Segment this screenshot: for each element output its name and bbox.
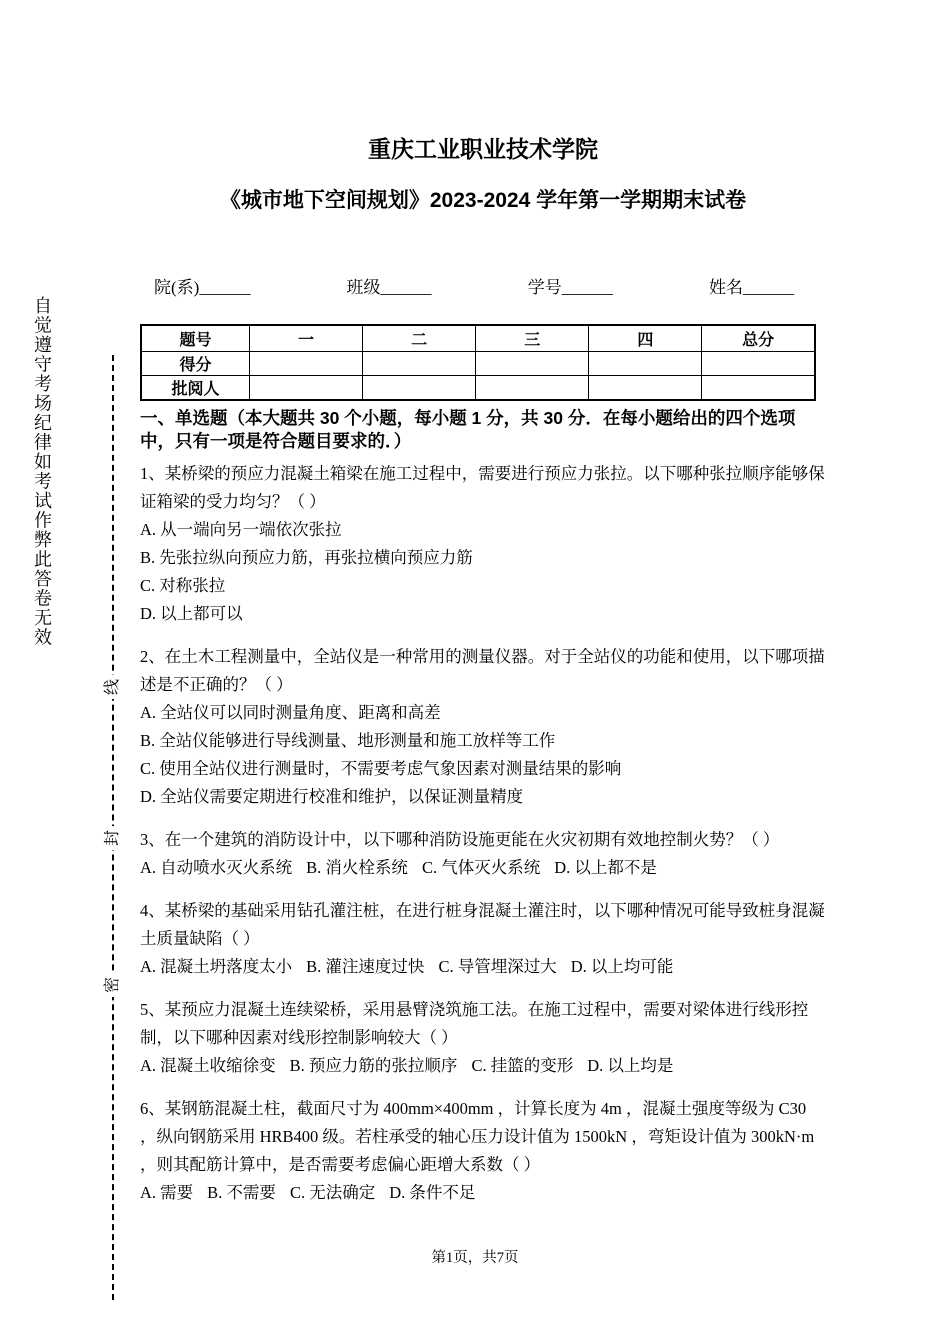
section-heading: 一、单选题（本大题共 30 个小题，每小题 1 分，共 30 分．在每小题给出的四个选项中，只有一项是符合题目要求的．） <box>140 408 796 451</box>
question-option: D. 以上均是 <box>587 1056 674 1075</box>
question-option: A. 从一端向另一端依次张拉 <box>140 520 342 539</box>
question-options <box>140 1179 826 1207</box>
question-option: A. 需要 <box>140 1183 194 1202</box>
question-options <box>140 1052 826 1080</box>
question <box>140 826 826 882</box>
score-cell <box>363 376 476 401</box>
seal-char: 封 <box>98 826 128 850</box>
score-table-header: 题号 <box>141 325 250 352</box>
form-field <box>154 276 250 299</box>
question-option: C. 气体灭火系统 <box>421 858 541 877</box>
question-option: A. 自动喷水灭火系统 <box>140 858 293 877</box>
question-options <box>140 953 826 981</box>
question-option: B. 不需要 <box>207 1183 276 1202</box>
score-table-header: 总分 <box>702 325 815 352</box>
exam-title: 《城市地下空间规划》2023-2024 学年第一学期期末试卷 <box>219 189 747 212</box>
question-option: B. 消火栓系统 <box>306 858 408 877</box>
main-content <box>140 0 826 1222</box>
question <box>140 460 826 628</box>
question-option: D. 条件不足 <box>389 1183 476 1202</box>
question-option: B. 预应力筋的张拉顺序 <box>289 1056 458 1075</box>
score-cell <box>589 376 702 401</box>
score-row-label: 得分 <box>141 352 250 376</box>
question-option: B. 先张拉纵向预应力筋，再张拉横向预应力筋 <box>140 548 473 567</box>
field-label: 学号 <box>527 278 562 297</box>
field-blank: ______ <box>742 278 794 297</box>
score-table-header: 四 <box>589 325 702 352</box>
question-option: A. 混凝土收缩徐变 <box>140 1056 276 1075</box>
question-text: 1、某桥梁的预应力混凝土箱梁在施工过程中，需要进行预应力张拉。以下哪种张拉顺序能够保证箱梁的受力均匀？（ ） <box>140 464 825 511</box>
form-field <box>347 276 432 299</box>
score-cell <box>476 352 589 376</box>
score-table-header-row <box>141 325 815 352</box>
question-text: 6、某钢筋混凝土柱，截面尺寸为 400mm×400mm ，计算长度为 4m ，混凝土强度等级为 C30 ，纵向钢筋采用 HRB400 级。若柱承受的轴心压力设计值为 1500kN ，弯矩设计值为 300kN·m ，则其配筋计算中，是否需要考虑偏心距增大系数（ ） <box>140 1099 819 1174</box>
field-blank: ______ <box>199 278 251 297</box>
question-option: D. 以上均可能 <box>570 957 674 976</box>
question-text: 3、在一个建筑的消防设计中，以下哪种消防设施更能在火灾初期有效地控制火势？（ ） <box>140 830 780 849</box>
question <box>140 996 826 1080</box>
question-option: D. 全站仪需要定期进行校准和维护，以保证测量精度 <box>140 787 524 806</box>
score-cell <box>589 352 702 376</box>
question-option: C. 导管埋深过大 <box>438 957 557 976</box>
question-option: B. 全站仪能够进行导线测量、地形测量和施工放样等工作 <box>140 731 556 750</box>
question-option: C. 挂篮的变形 <box>471 1056 574 1075</box>
form-field <box>709 276 794 299</box>
question-list <box>140 460 826 1207</box>
student-info-row <box>140 276 826 299</box>
question-option: C. 使用全站仪进行测量时，不需要考虑气象因素对测量结果的影响 <box>140 759 622 778</box>
score-cell <box>363 352 476 376</box>
question <box>140 643 826 811</box>
score-table-header: 三 <box>476 325 589 352</box>
question <box>140 897 826 981</box>
score-cell <box>250 352 363 376</box>
seal-char: 密 <box>98 973 128 997</box>
question-option: C. 无法确定 <box>289 1183 376 1202</box>
field-label: 班级 <box>346 278 381 297</box>
question-option: A. 混凝土坍落度太小 <box>140 957 293 976</box>
score-cell <box>702 352 815 376</box>
field-blank: ______ <box>380 278 432 297</box>
score-table-row <box>141 376 815 401</box>
score-table <box>140 324 816 401</box>
question-options <box>140 854 826 882</box>
score-cell <box>476 376 589 401</box>
field-blank: ______ <box>561 278 613 297</box>
score-cell <box>702 376 815 401</box>
question-option: B. 灌注速度过快 <box>306 957 425 976</box>
question-option: D. 以上都可以 <box>140 604 243 623</box>
score-cell <box>250 376 363 401</box>
score-table-header: 二 <box>363 325 476 352</box>
page-footer: 第1页，共7页 <box>431 1250 519 1266</box>
question-text: 5、某预应力混凝土连续梁桥，采用悬臂浇筑施工法。在施工过程中，需要对梁体进行线形控制，以下哪种因素对线形控制影响较大（ ） <box>140 1000 809 1047</box>
seal-char: 线 <box>98 675 128 699</box>
field-label: 姓名 <box>708 278 743 297</box>
question-option: C. 对称张拉 <box>140 576 226 595</box>
question <box>140 1095 826 1207</box>
score-table-row <box>141 352 815 376</box>
score-row-label: 批阅人 <box>141 376 250 401</box>
field-label: 院(系) <box>154 278 200 297</box>
question-option: D. 以上都不是 <box>554 858 657 877</box>
question-text: 4、某桥梁的基础采用钻孔灌注桩，在进行桩身混凝土灌注时，以下哪种情况可能导致桩身混凝土质量缺陷（ ） <box>140 901 825 948</box>
question-option: A. 全站仪可以同时测量角度、距离和高差 <box>140 703 441 722</box>
question-text: 2、在土木工程测量中，全站仪是一种常用的测量仪器。对于全站仪的功能和使用，以下哪项描述是不正确的？（ ） <box>140 647 825 694</box>
form-field <box>528 276 613 299</box>
school-title: 重庆工业职业技术学院 <box>368 136 598 162</box>
score-table-header: 一 <box>250 325 363 352</box>
discipline-notice: 自觉遵守考场纪律如考试作弊此答卷无效 <box>32 296 52 647</box>
